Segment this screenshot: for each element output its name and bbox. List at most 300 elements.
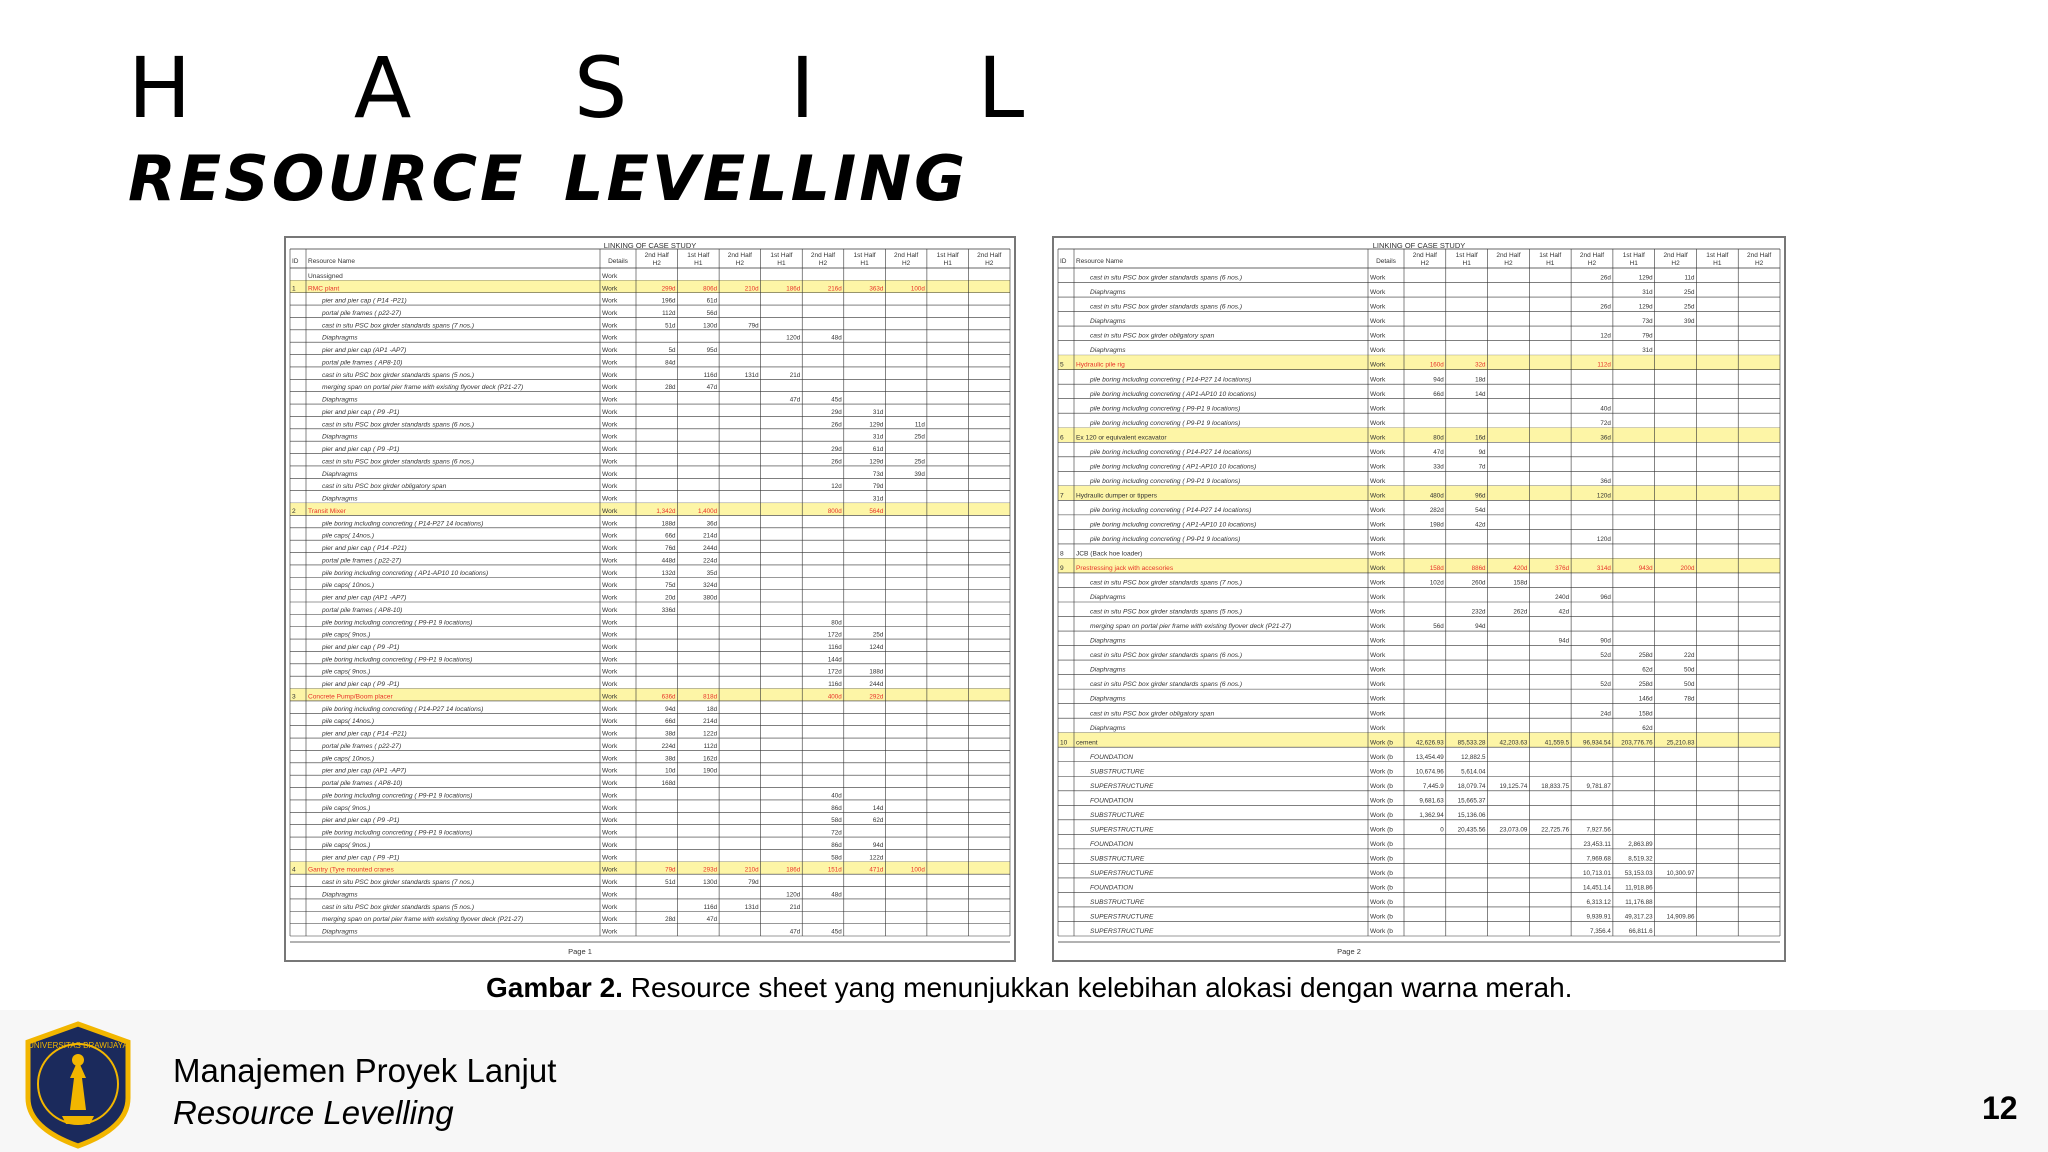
work-value: 52d [1600, 652, 1611, 660]
column-header: H1 [1546, 260, 1555, 267]
row-details: Work [602, 520, 618, 528]
row-details: Work [602, 470, 618, 478]
work-value: 336d [661, 606, 676, 614]
resource-row [322, 322, 759, 329]
resource-row [322, 496, 884, 503]
work-value: 38d [665, 755, 676, 763]
resource-name: Diaphragms [322, 928, 358, 936]
work-value: 94d [665, 705, 676, 713]
work-value: 51d [665, 879, 676, 887]
work-value: 112d [662, 310, 676, 318]
column-header: 1st Half [687, 252, 710, 259]
row-id: 10 [1060, 739, 1068, 747]
column-header: H1 [777, 260, 786, 267]
work-value: 18,079.74 [1457, 782, 1486, 790]
row-id: 3 [292, 693, 296, 701]
resource-name: pile boring including concreting ( AP1-AP10 10 locations) [1090, 521, 1257, 529]
row-details: Work [602, 705, 618, 713]
resource-row [322, 929, 842, 936]
work-value: 25d [914, 433, 925, 441]
row-details: Work [602, 829, 618, 837]
work-value: 72d [1600, 419, 1611, 427]
resource-name: pier and pier cap (AP1 -AP7) [322, 767, 407, 775]
row-details: Work [1370, 681, 1386, 689]
work-value: 29d [831, 408, 842, 416]
resource-name: pile caps( 10nos.) [322, 582, 375, 590]
work-value: 19,125.74 [1499, 782, 1528, 790]
resource-name: Diaphragms [1090, 637, 1126, 645]
work-value: 9,681.63 [1419, 797, 1444, 805]
work-value: 130d [703, 322, 718, 330]
work-value: 400d [827, 693, 842, 701]
work-value: 47d [789, 928, 801, 936]
resource-name: merging span on portal pier frame with existing flyover deck (P21-27) [322, 916, 524, 924]
column-header: H2 [1587, 260, 1597, 267]
resource-row [321, 854, 884, 861]
column-header: Details [1376, 258, 1396, 265]
resource-name: pier and pier cap ( P9 -P1) [322, 644, 400, 652]
work-value: 73d [872, 470, 884, 478]
resource-name: pile boring including concreting ( P9-P1 9 locations) [322, 619, 473, 627]
work-value: 324d [703, 582, 718, 590]
footer-course-title: Manajemen Proyek Lanjut [173, 1052, 557, 1089]
resource-row [321, 533, 718, 540]
row-details: Work [1370, 695, 1386, 703]
resource-name: pile caps( 9nos.) [322, 841, 371, 849]
work-value: 186d [786, 285, 801, 293]
work-value: 188d [869, 668, 884, 676]
resource-row [1090, 580, 1528, 587]
work-value: 56d [706, 310, 718, 318]
work-value: 112d [1597, 361, 1611, 369]
row-details: Work [1370, 565, 1386, 573]
work-value: 363d [869, 285, 884, 293]
resource-row [1089, 405, 1611, 412]
row-details: Work [602, 545, 618, 553]
resource-name: cast in situ PSC box girder obligatory span [322, 483, 447, 491]
work-value: 36d [1600, 434, 1611, 442]
resource-row [1090, 638, 1611, 645]
row-details: Work [602, 582, 618, 590]
resource-row [321, 570, 718, 577]
resource-row [308, 273, 618, 280]
work-value: 36d [1600, 477, 1611, 485]
row-details: Work (b [1370, 826, 1393, 834]
row-details: Work [1370, 332, 1386, 340]
column-header: H2 [1420, 260, 1430, 267]
column-header: ID [292, 258, 299, 265]
resource-name: Hydraulic pile rig [1076, 361, 1125, 369]
row-details: Work [1370, 710, 1386, 718]
row-id: 5 [1060, 361, 1064, 369]
row-details: Work [1370, 724, 1386, 732]
work-value: 262d [1513, 608, 1528, 616]
row-details: Work [1370, 405, 1386, 413]
row-details: Work [1370, 303, 1386, 311]
work-value: 28d [665, 384, 676, 392]
column-header: 2nd Half [1579, 252, 1605, 259]
work-value: 162d [703, 755, 718, 763]
row-details: Work [1370, 434, 1386, 442]
column-header: H2 [818, 260, 828, 267]
resource-row [1089, 536, 1611, 543]
row-id: 2 [292, 507, 296, 515]
work-value: 75d [665, 582, 676, 590]
work-value: 299d [661, 285, 676, 293]
resource-name: Diaphragms [1090, 594, 1126, 602]
resource-row [321, 632, 884, 639]
column-header: 2nd Half [977, 252, 1002, 259]
row-details: Work [602, 458, 618, 466]
resource-name: RMC plant [308, 285, 340, 293]
row-details: Work [1370, 550, 1386, 558]
work-value: 120d [786, 891, 801, 899]
work-value: 14,451.14 [1583, 884, 1611, 892]
resource-name: pile boring including concreting ( P9-P1 9 locations) [322, 829, 473, 837]
work-value: 42d [1558, 608, 1570, 616]
resource-name: SUPERSTRUCTURE [1090, 928, 1154, 936]
work-value: 54d [1475, 506, 1486, 514]
resource-name: SUPERSTRUCTURE [1090, 782, 1154, 790]
row-details: Work [602, 866, 618, 874]
work-value: 158d [1429, 565, 1444, 573]
work-value: 62d [1642, 666, 1653, 674]
work-value: 188d [661, 520, 676, 528]
work-value: 79d [748, 879, 759, 887]
column-header: 2nd Half [894, 252, 919, 259]
work-value: 12d [831, 483, 842, 491]
row-details: Work [602, 532, 618, 540]
resource-name: SUPERSTRUCTURE [1090, 913, 1154, 921]
resource-row [290, 862, 1010, 874]
resource-row [321, 731, 718, 738]
work-value: 58d [831, 854, 842, 862]
resource-name: cement [1076, 739, 1098, 747]
work-value: 198d [1429, 521, 1444, 529]
row-details: Work (b [1370, 782, 1393, 790]
work-value: 96d [1475, 492, 1486, 500]
row-id: 8 [1060, 550, 1064, 558]
resource-row [1089, 507, 1486, 514]
column-header: 1st Half [1455, 252, 1478, 259]
resource-name: Diaphragms [322, 433, 358, 441]
column-header: 2nd Half [1663, 252, 1688, 259]
resource-row [322, 916, 718, 923]
row-details: Work [602, 322, 618, 330]
resource-row [321, 619, 842, 626]
work-value: 38d [665, 730, 676, 738]
work-value: 1,342d [656, 507, 676, 515]
resource-name: cast in situ PSC box girder standards spans (6 nos.) [1090, 303, 1243, 311]
resource-row [1089, 463, 1486, 470]
column-header: 1st Half [1622, 252, 1645, 259]
resource-row [1090, 333, 1653, 340]
work-value: 80d [1433, 434, 1444, 442]
work-value: 314d [1596, 565, 1611, 573]
column-header: Resource Name [308, 258, 355, 265]
work-value: 39d [1683, 318, 1695, 326]
work-value: 943d [1638, 565, 1653, 573]
row-details: Work [1370, 579, 1386, 587]
work-value: 15,136.06 [1457, 811, 1486, 819]
work-value: 12d [1600, 332, 1611, 340]
resource-name: pile boring including concreting ( AP1-AP10 10 locations) [1090, 463, 1257, 471]
resource-name: pile caps( 9nos.) [322, 668, 371, 676]
work-value: 39d [914, 470, 925, 478]
work-value: 20,435.56 [1457, 826, 1486, 834]
footer-topic: Resource Levelling [173, 1094, 454, 1131]
resource-name: pier and pier cap ( P9 -P1) [322, 817, 400, 825]
work-value: 79d [1642, 332, 1653, 340]
resource-name: cast in situ PSC box girder standards spans (7 nos.) [322, 322, 475, 330]
column-header: H2 [1671, 260, 1680, 267]
resource-row [1090, 594, 1611, 601]
work-value: 11,918.86 [1625, 884, 1653, 892]
row-details: Work [602, 569, 618, 577]
column-header: 1st Half [1539, 252, 1562, 259]
work-value: 31d [872, 495, 884, 503]
work-value: 18d [706, 705, 718, 713]
work-value: 158d [1638, 710, 1653, 718]
work-value: 258d [1638, 652, 1653, 660]
resource-name: pile caps( 9nos.) [322, 804, 371, 812]
row-details: Work [602, 371, 618, 379]
work-value: 0 [1440, 826, 1444, 834]
work-value: 260d [1471, 579, 1486, 587]
work-value: 76d [665, 545, 676, 553]
resource-name: pile boring including concreting ( AP1-AP10 10 locations) [1090, 390, 1257, 398]
resource-name: SUBSTRUCTURE [1090, 811, 1145, 819]
resource-row [1058, 428, 1780, 443]
column-header: H1 [943, 260, 952, 267]
work-value: 158d [1513, 579, 1528, 587]
work-value: 122d [869, 854, 884, 862]
work-value: 50d [1683, 681, 1695, 689]
column-header: H1 [860, 260, 869, 267]
work-value: 116d [703, 903, 718, 911]
work-value: 21d [789, 903, 801, 911]
resource-row [321, 409, 884, 416]
row-details: Work [602, 854, 618, 862]
work-value: 1,362.94 [1419, 811, 1444, 819]
row-details: Work [602, 928, 618, 936]
resource-name: pile boring including concreting ( AP1-AP10 10 locations) [322, 569, 489, 577]
work-value: 31d [872, 433, 884, 441]
row-details: Work [1370, 274, 1386, 282]
resource-name: pier and pier cap ( P9 -P1) [322, 854, 400, 862]
row-details: Work [602, 668, 618, 676]
row-details: Work [602, 718, 618, 726]
resource-row [321, 718, 718, 725]
row-details: Work [602, 272, 618, 280]
resource-name: portal pile frames ( AP8-10) [322, 359, 403, 367]
work-value: 146d [1638, 695, 1653, 703]
row-details: Work [602, 421, 618, 429]
resource-row [321, 755, 718, 762]
resource-row [321, 842, 884, 849]
resource-row [1090, 609, 1570, 616]
row-details: Work [602, 285, 618, 293]
work-value: 7d [1478, 463, 1486, 471]
row-details: Work [602, 557, 618, 565]
work-value: 24d [1600, 710, 1611, 718]
work-value: 14,909.86 [1666, 913, 1695, 921]
work-value: 9d [1478, 448, 1486, 456]
work-value: 116d [828, 681, 842, 689]
resource-row [321, 545, 718, 552]
work-value: 124d [869, 644, 884, 652]
row-id: 9 [1060, 565, 1064, 573]
resource-row [1090, 754, 1486, 761]
work-value: 232d [1471, 608, 1486, 616]
work-value: 26d [831, 458, 842, 466]
work-value: 73d [1642, 318, 1653, 326]
work-value: 196d [661, 297, 676, 305]
work-value: 806d [703, 285, 718, 293]
resource-row [322, 904, 801, 911]
work-value: 25d [1683, 289, 1695, 297]
work-value: 240d [1555, 594, 1570, 602]
work-value: 244d [869, 681, 884, 689]
work-value: 26d [1600, 303, 1611, 311]
resource-name: Hydraulic dumper or tippers [1076, 492, 1157, 500]
resource-row [322, 397, 842, 404]
resource-row [1058, 558, 1780, 573]
work-value: 116d [828, 644, 842, 652]
work-value: 7,969.68 [1586, 855, 1611, 863]
work-value: 40d [831, 792, 842, 800]
work-value: 25,210.83 [1666, 739, 1695, 747]
work-value: 10,300.97 [1666, 870, 1695, 878]
resource-name: pile boring including concreting ( P9-P1 9 locations) [1090, 536, 1241, 544]
work-value: 32d [1475, 361, 1486, 369]
work-value: 636d [661, 693, 676, 701]
resource-row [1090, 841, 1653, 848]
resource-row [322, 879, 759, 886]
work-value: 79d [872, 483, 884, 491]
row-details: Work [602, 891, 618, 899]
work-value: 120d [786, 334, 801, 342]
resource-row [290, 280, 1010, 292]
resource-row [321, 347, 718, 354]
resource-row [321, 780, 676, 787]
row-details: Work [1370, 594, 1386, 602]
work-value: 420d [1513, 565, 1528, 573]
work-value: 66d [665, 718, 676, 726]
work-value: 13,454.49 [1415, 753, 1444, 761]
row-details: Work [1370, 477, 1386, 485]
resource-name: pile boring including concreting ( P9-P1 9 locations) [1090, 477, 1241, 485]
work-value: 11d [914, 421, 925, 429]
row-details: Work [602, 693, 618, 701]
work-value: 84d [665, 359, 676, 367]
work-value: 18d [1475, 376, 1486, 384]
work-value: 94d [1558, 637, 1570, 645]
resource-row [1090, 289, 1695, 296]
resource-row [1090, 914, 1695, 921]
work-value: 96,934.54 [1583, 739, 1611, 747]
resource-row [1090, 347, 1653, 354]
row-details: Work [602, 841, 618, 849]
row-details: Work (b [1370, 884, 1393, 892]
resource-row [1090, 797, 1486, 804]
column-header: 2nd Half [810, 252, 836, 259]
resource-row [1060, 551, 1386, 558]
resource-name: cast in situ PSC box girder standards spans (6 nos.) [1090, 652, 1243, 660]
work-value: 5d [668, 347, 676, 355]
resource-name: portal pile frames ( p22-27) [322, 557, 402, 565]
resource-name: Diaphragms [1090, 289, 1126, 297]
row-details: Work [602, 681, 618, 689]
resource-row [1089, 376, 1486, 383]
work-value: 21d [789, 371, 801, 379]
resource-row [321, 792, 842, 799]
resource-name: pile caps( 9nos.) [322, 631, 371, 639]
row-details: Work [602, 792, 618, 800]
resource-name: FOUNDATION [1090, 797, 1134, 805]
column-header: ID [1060, 258, 1067, 265]
resource-row [1089, 521, 1486, 528]
resource-name: Diaphragms [1090, 695, 1126, 703]
work-value: 102d [1429, 579, 1444, 587]
row-details: Work [602, 817, 618, 825]
work-value: 22d [1683, 652, 1695, 660]
resource-name: pile boring including concreting ( P14-P27 14 locations) [1090, 506, 1252, 514]
work-value: 61d [706, 297, 718, 305]
row-details: Work [602, 359, 618, 367]
work-value: 564d [869, 507, 884, 515]
resource-row [1089, 449, 1486, 456]
column-header: H2 [901, 260, 911, 267]
resource-row [321, 669, 884, 676]
resource-name: Ex 120 or equivalent excavator [1076, 434, 1167, 442]
work-value: 66d [1433, 390, 1444, 398]
column-header: H2 [985, 260, 994, 267]
row-details: Work [602, 334, 618, 342]
work-value: 224d [703, 557, 718, 565]
work-value: 18,833.75 [1541, 782, 1570, 790]
resource-row [1090, 304, 1695, 311]
resource-row [1090, 710, 1653, 717]
row-details: Work [1370, 376, 1386, 384]
work-value: 14d [872, 804, 884, 812]
work-value: 214d [703, 718, 718, 726]
resource-name: pier and pier cap ( P9 -P1) [322, 446, 400, 454]
work-value: 122d [703, 730, 718, 738]
resource-name: portal pile frames ( p22-27) [322, 742, 402, 750]
column-header: H2 [735, 260, 745, 267]
resource-row [321, 644, 884, 651]
work-value: 376d [1555, 565, 1570, 573]
row-details: Work [1370, 390, 1386, 398]
row-details: Work [602, 755, 618, 763]
row-details: Work [602, 297, 618, 305]
work-value: 66,811.6 [1628, 928, 1653, 936]
resource-row [290, 689, 1010, 701]
page-number: 12 [1982, 1090, 2018, 1126]
resource-name: SUBSTRUCTURE [1090, 899, 1145, 907]
column-header: H2 [1504, 260, 1513, 267]
resource-row [290, 503, 1010, 515]
work-value: 56d [1433, 623, 1444, 631]
resource-row [1090, 928, 1653, 935]
resource-name: Diaphragms [322, 470, 358, 478]
work-value: 62d [872, 817, 884, 825]
resource-name: pier and pier cap ( P14 -P21) [322, 545, 407, 553]
work-value: 10,674.96 [1415, 768, 1444, 776]
resource-row [321, 520, 718, 527]
row-details: Work [602, 495, 618, 503]
